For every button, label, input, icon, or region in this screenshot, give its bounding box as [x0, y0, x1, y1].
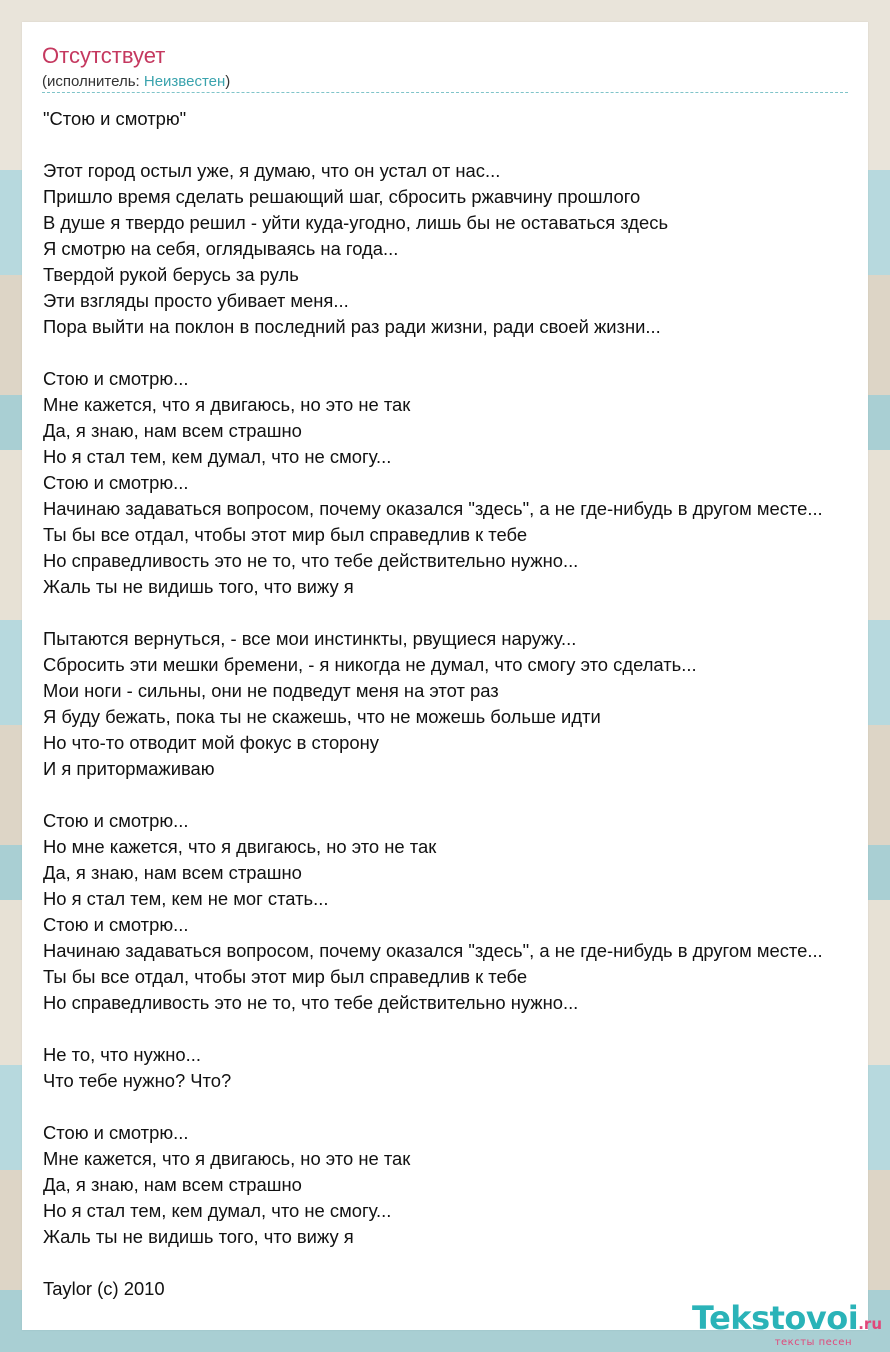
lyrics-line: Этот город остыл уже, я думаю, что он устал от нас... [43, 160, 501, 181]
lyrics-line: Но я стал тем, кем думал, что не смогу... [43, 446, 392, 467]
lyrics-line: Ты бы все отдал, чтобы этот мир был справедлив к тебе [43, 524, 528, 545]
lyrics-blank-line [43, 1250, 890, 1276]
lyrics-line: Твердой рукой берусь за руль [43, 264, 299, 285]
artist-suffix: ) [225, 73, 231, 90]
logo-wordmark [692, 1301, 882, 1341]
site-logo[interactable] [692, 1301, 882, 1348]
lyrics-line: Да, я знаю, нам всем страшно [43, 420, 302, 441]
lyrics-line: Стою и смотрю... [43, 368, 189, 389]
lyrics-line: Я буду бежать, пока ты не скажешь, что не можешь больше идти [43, 706, 601, 727]
lyrics-line: Начинаю задаваться вопросом, почему оказался "здесь", а не где-нибудь в другом месте... [43, 498, 823, 519]
lyrics-line: Но что-то отводит мой фокус в сторону [43, 732, 379, 753]
lyrics-blank-line [43, 1094, 890, 1120]
lyrics-line: "Стою и смотрю" [43, 108, 187, 129]
lyrics-blank-line [43, 782, 890, 808]
lyrics-line: Но я стал тем, кем думал, что не смогу... [43, 1200, 392, 1221]
lyrics-line: Да, я знаю, нам всем страшно [43, 1174, 302, 1195]
lyrics-line: Мои ноги - сильны, они не подведут меня на этот раз [43, 680, 499, 701]
lyrics-line: Но справедливость это не то, что тебе действительно нужно... [43, 992, 579, 1013]
lyrics-line: Ты бы все отдал, чтобы этот мир был справедлив к тебе [43, 966, 528, 987]
lyrics-line: Пришло время сделать решающий шаг, сбросить ржавчину прошлого [43, 186, 641, 207]
logo-tld: .ru [858, 1315, 882, 1333]
lyrics-line: Но справедливость это не то, что тебе действительно нужно... [43, 550, 579, 571]
lyrics-line: Стою и смотрю... [43, 472, 189, 493]
lyrics-line: Мне кажется, что я двигаюсь, но это не так [43, 1148, 411, 1169]
lyrics-line: Сбросить эти мешки бремени, - я никогда не думал, что смогу это сделать... [43, 654, 697, 675]
lyrics-line: И я притормаживаю [43, 758, 215, 779]
lyrics-line: Но я стал тем, кем не мог стать... [43, 888, 329, 909]
lyrics-blank-line [43, 132, 890, 158]
song-title: Отсутствует [42, 43, 166, 68]
artist-line [42, 73, 230, 90]
lyrics-line: Жаль ты не видишь того, что вижу я [43, 1226, 354, 1247]
lyrics-card [22, 22, 868, 1330]
lyrics-line: Жаль ты не видишь того, что вижу я [43, 576, 354, 597]
lyrics-line: Начинаю задаваться вопросом, почему оказался "здесь", а не где-нибудь в другом месте... [43, 940, 823, 961]
logo-tagline: тексты песен [774, 1337, 852, 1348]
lyrics-blank-line [43, 340, 890, 366]
lyrics-line: Стою и смотрю... [43, 810, 189, 831]
lyrics-text [43, 106, 890, 1302]
lyrics-line: Эти взгляды просто убивает меня... [43, 290, 349, 311]
lyrics-line: Да, я знаю, нам всем страшно [43, 862, 302, 883]
lyrics-blank-line [43, 1016, 890, 1042]
artist-link[interactable]: Неизвестен [143, 73, 226, 90]
lyrics-line: Стою и смотрю... [43, 1122, 189, 1143]
lyrics-blank-line [43, 600, 890, 626]
lyrics-line: Пытаются вернуться, - все мои инстинкты, рвущиеся наружу... [43, 628, 577, 649]
lyrics-line: Стою и смотрю... [43, 914, 189, 935]
lyrics-line: Не то, что нужно... [43, 1044, 201, 1065]
lyrics-line: Но мне кажется, что я двигаюсь, но это не так [43, 836, 437, 857]
artist-prefix: (исполнитель: [42, 73, 144, 90]
lyrics-line: Мне кажется, что я двигаюсь, но это не так [43, 394, 411, 415]
lyrics-line: В душе я твердо решил - уйти куда-угодно, лишь бы не оставаться здесь [43, 212, 669, 233]
lyrics-line: Что тебе нужно? Что? [43, 1070, 232, 1091]
lyrics-line: Я смотрю на себя, оглядываясь на года... [43, 238, 399, 259]
logo-main-text: Tekstovoi [692, 1299, 859, 1337]
header-divider [42, 92, 848, 93]
lyrics-line: Пора выйти на поклон в последний раз ради жизни, ради своей жизни... [43, 316, 661, 337]
lyrics-line: Taylor (c) 2010 [43, 1278, 165, 1299]
